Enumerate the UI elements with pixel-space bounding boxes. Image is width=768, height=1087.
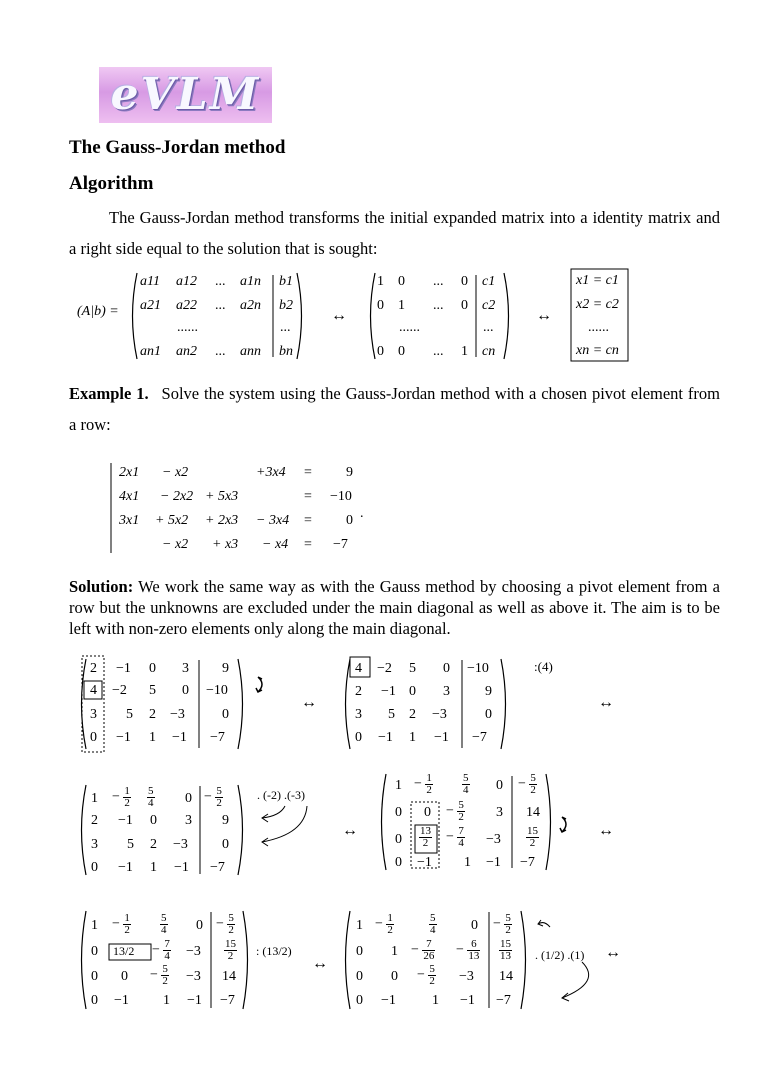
equivalence-arrow: ↔ [605, 944, 621, 961]
augmented-notation: (A|b) = [77, 304, 119, 319]
equivalence-arrow: ↔ [301, 694, 317, 711]
example-text: Solve the system using the Gauss-Jordan method with a chosen pivot element from a row: [69, 384, 720, 434]
equivalence-arrow: ↔ [331, 307, 347, 324]
pivot-value: 13/2 [113, 944, 135, 958]
multiply-note-2: . (1/2) .(1) [535, 948, 585, 962]
multiply-note: . (-2) .(-3) [257, 788, 305, 802]
equivalence-arrow: ↔ [312, 955, 328, 972]
solution-text: We work the same way as with the Gauss method by choosing a pivot element from a row but the unknowns are excluded under the main diagonal as well as above it. The aim is to be left with non-zero elements only along the main diagonal. [69, 577, 720, 638]
divide-note: :(4) [534, 659, 553, 674]
intro-paragraph: The Gauss-Jordan method transforms the initial expanded matrix into a identity matrix and a right side equal to the solution that is sought: [69, 208, 720, 258]
example-paragraph [69, 378, 720, 440]
divide-note-13-2: : (13/2) [256, 944, 292, 958]
page-title: The Gauss-Jordan method [69, 137, 286, 158]
logo-text: eVLM [110, 69, 261, 120]
solution-label: Solution: [69, 577, 134, 596]
equivalence-arrow: ↔ [342, 822, 358, 839]
example-label: Example 1. [69, 384, 149, 403]
equivalence-arrow: ↔ [598, 694, 614, 711]
equivalence-arrow: ↔ [598, 822, 614, 839]
solution-paragraph [69, 576, 720, 639]
section-heading-algorithm: Algorithm [69, 173, 154, 194]
equivalence-arrow: ↔ [536, 307, 552, 324]
